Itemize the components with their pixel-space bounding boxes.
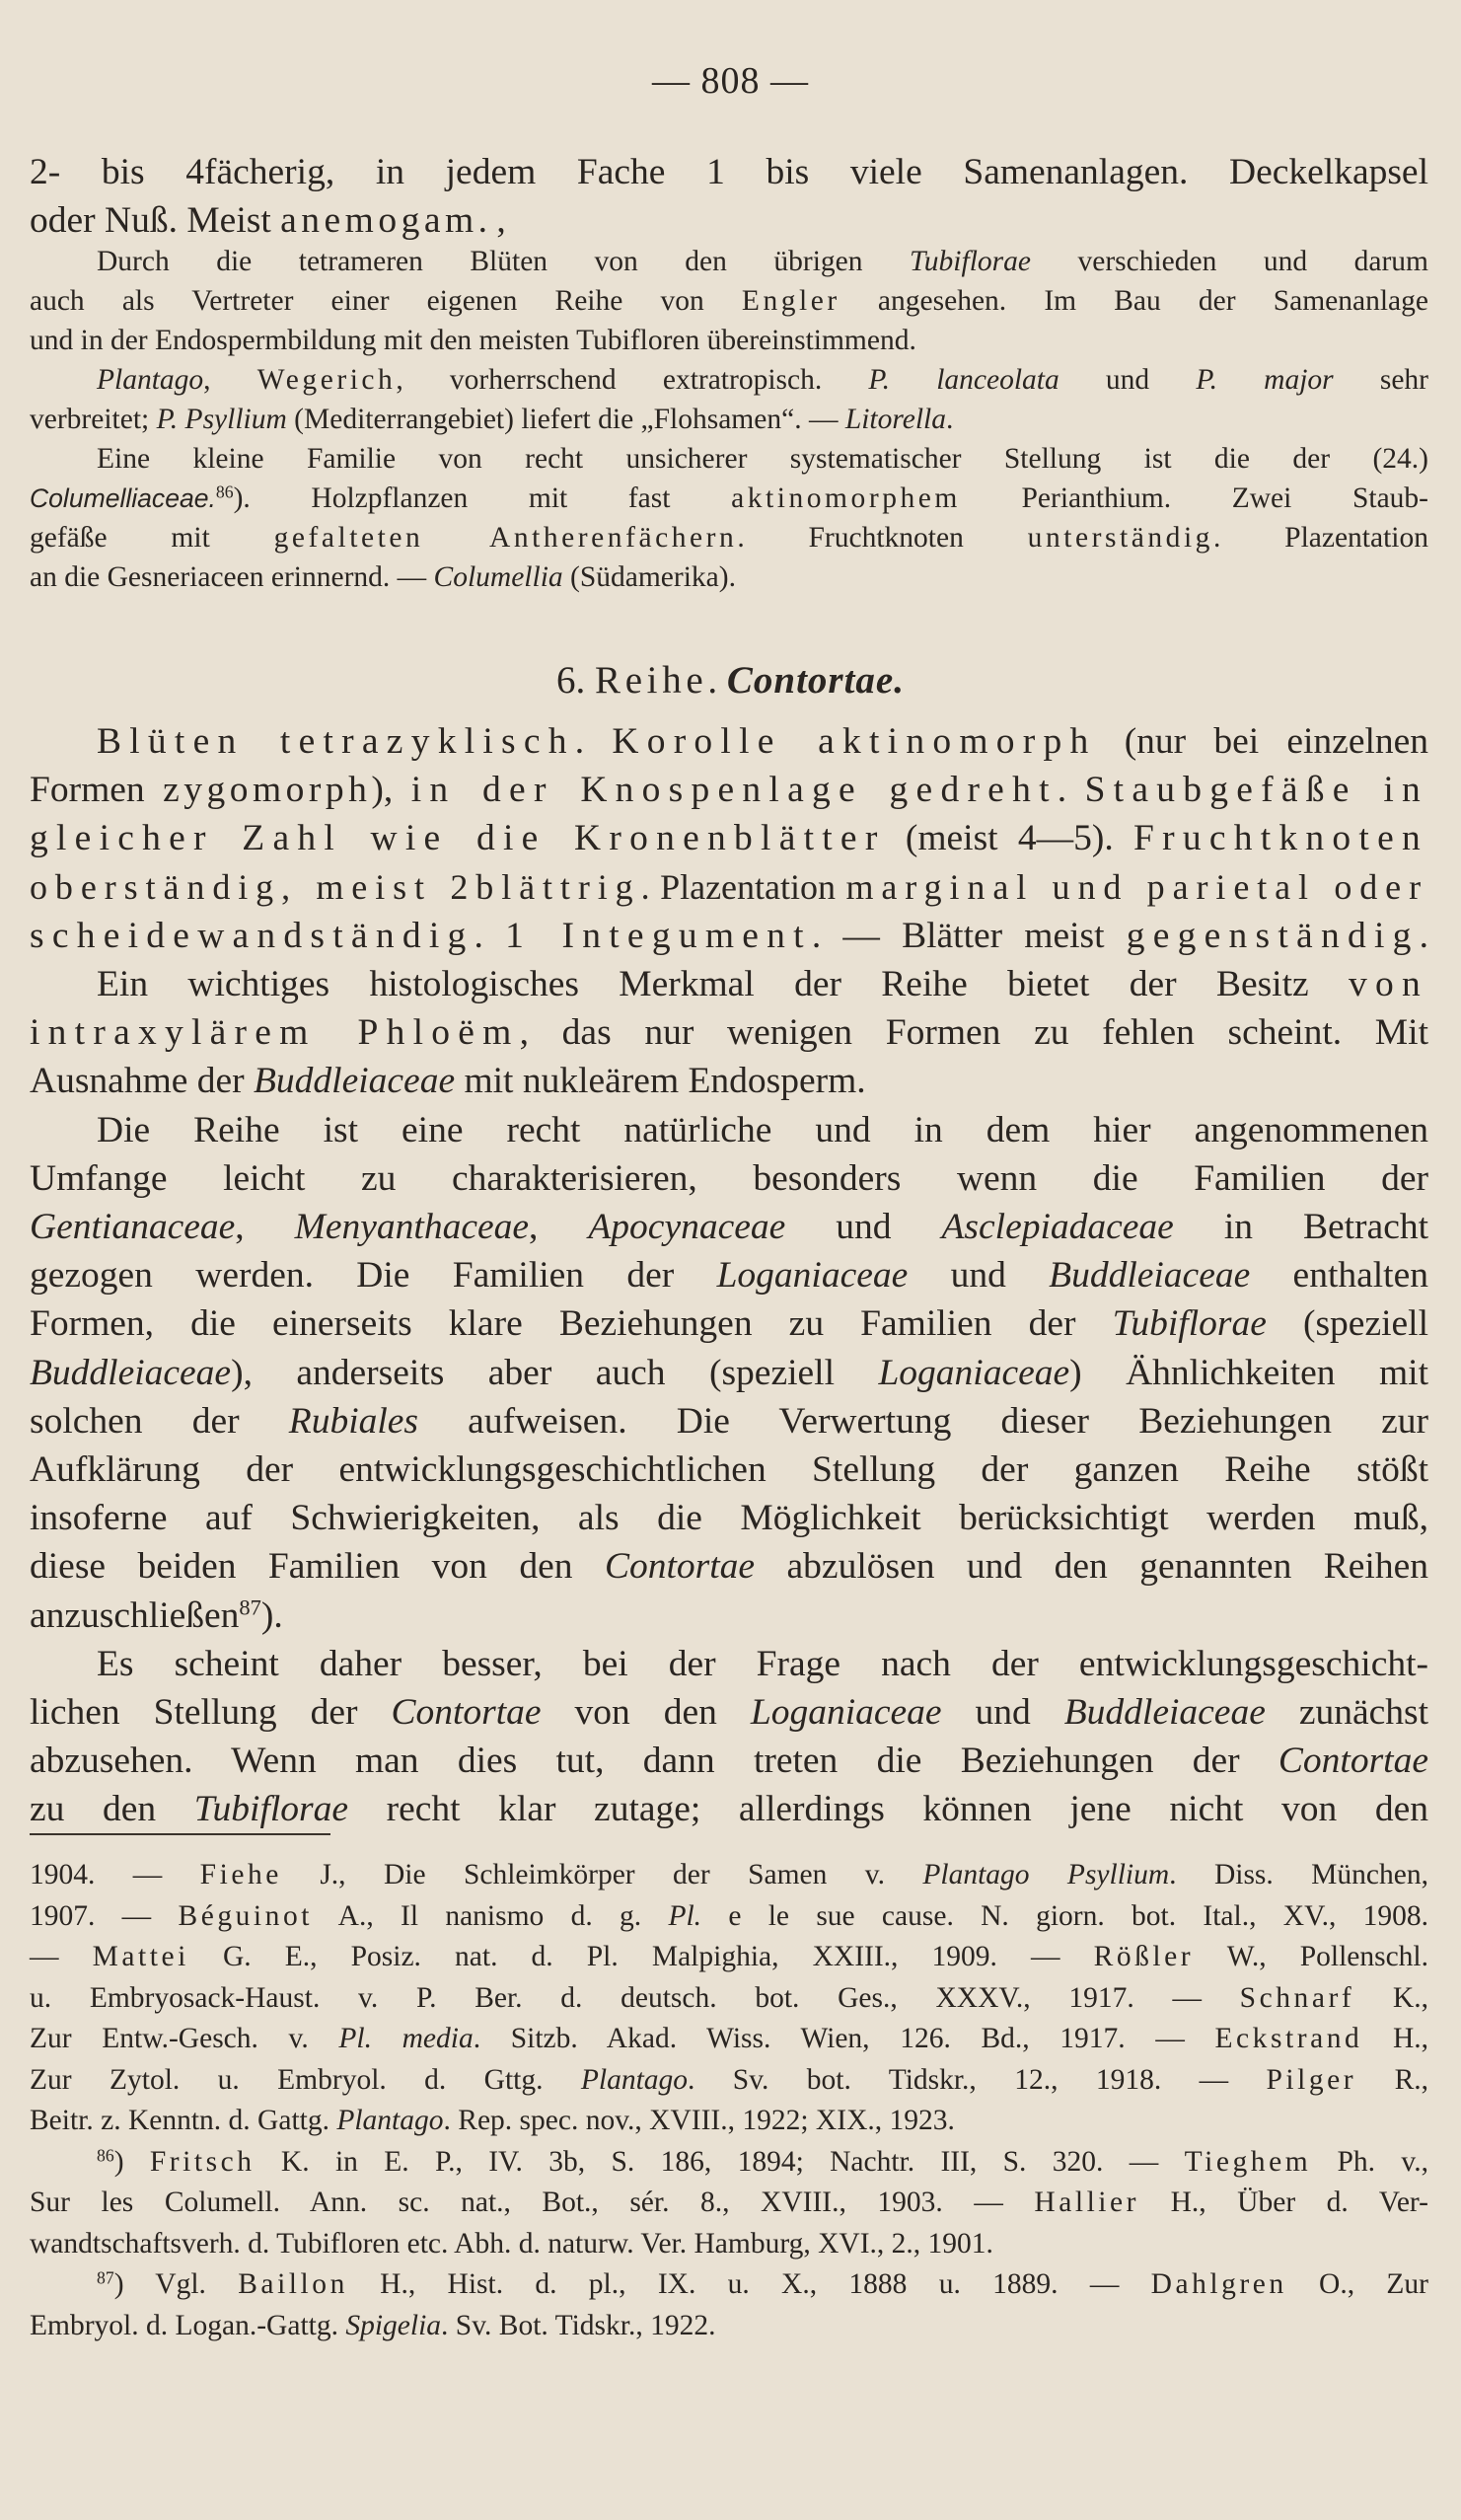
text-line: anzuschließen$^{87}$). (30, 1594, 283, 1636)
footnote-line: u. Embryosack-Haust. v. P. Ber. d. deutsch. bot. Ges., XXXV., 1917. — Schnarf K., (30, 1981, 1428, 2014)
text-line: Formen, die einerseits klare Beziehungen zu Familien der Tubiflorae (speziell (30, 1303, 1428, 1345)
footnote-line: $^{86}$) Fritsch K. in E. P., IV. 3b, S. 186, 1894; Nachtr. III, S. 320. — Tieghem Ph. v., (97, 2144, 1428, 2178)
text-line: diese beiden Familien von den Contortae abzulösen und den genannten Reihen (30, 1546, 1428, 1588)
text-line: solchen der Rubiales aufweisen. Die Verwertung dieser Beziehungen zur (30, 1400, 1428, 1442)
footnote-line: $^{87}$) Vgl. Baillon H., Hist. d. pl., IX. u. X., 1888 u. 1889. — Dahlgren O., Zur (97, 2267, 1428, 2300)
text-line: Eine kleine Familie von recht unsicherer systematischer Stellung ist die der (24.) (97, 443, 1428, 475)
text-line: Die Reihe ist eine recht natürliche und in dem hier angenommenen (97, 1109, 1428, 1150)
text-line: Durch die tetrameren Blüten von den übrigen Tubiflorae verschieden und darum (97, 246, 1428, 277)
text-line: Es scheint daher besser, bei der Frage nach der entwicklungsgeschicht- (97, 1643, 1428, 1684)
text-line: Aufklärung der entwicklungsgeschichtlichen Stellung der ganzen Reihe stößt (30, 1449, 1428, 1491)
text-line: gezogen werden. Die Familien der Loganiaceae und Buddleiaceae enthalten (30, 1255, 1428, 1297)
text-line: insoferne auf Schwierigkeiten, als die Möglichkeit berücksichtigt werden muß, (30, 1498, 1428, 1539)
text-line: abzusehen. Wenn man dies tut, dann treten die Beziehungen der Contortae (30, 1741, 1428, 1782)
footnote-line: Zur Zytol. u. Embryol. d. Gttg. Plantago. Sv. bot. Tidskr., 12., 1918. — Pilger R., (30, 2063, 1428, 2096)
text-line: oder Nuß. Meist anemogam. , (30, 200, 506, 242)
footnote-line: Beitr. z. Kenntn. d. Gattg. Plantago. Rep. spec. nov., XVIII., 1922; XIX., 1923. (30, 2105, 955, 2136)
text-line: oberständig, meist 2blättrig. Plazentation marginal und parietal oder (30, 866, 1428, 907)
footnote-line: Embryol. d. Logan.-Gattg. Spigelia. Sv. Bot. Tidskr., 1922. (30, 2309, 716, 2341)
text-line: intraxylärem Phloëm, das nur wenigen Formen zu fehlen scheint. Mit (30, 1012, 1428, 1054)
text-line: Blüten tetrazyklisch. Korolle aktinomorph (nur bei einzelnen (97, 721, 1429, 762)
text-line: verbreitet; P. Psyllium (Mediterrangebiet) liefert die „Flohsamen“. — Litorella. (30, 404, 954, 435)
text-line: Columelliaceae.$^{86}$). Holzpflanzen mit fast aktinomorphem Perianthium. Zwei Staub- (30, 482, 1428, 514)
text-line: auch als Vertreter einer eigenen Reihe von Engler angesehen. Im Bau der Samenanlage (30, 285, 1428, 317)
text-line: Gentianaceae, Menyanthaceae, Apocynaceae und Asclepiadaceae in Betracht (30, 1207, 1429, 1248)
text-line: 2- bis 4fächerig, in jedem Fache 1 bis viele Samenanlagen. Deckelkapsel (30, 152, 1428, 192)
section-heading: 6. Reihe. Contortae. (556, 659, 905, 702)
text-line: zu den Tubiflorae recht klar zutage; allerdings können jene nicht von den (30, 1789, 1428, 1830)
footnotes (30, 1855, 1428, 2346)
footnote-line: 1904. — Fiehe J., Die Schleimkörper der Samen v. Plantago Psyllium. Diss. München, (30, 1859, 1428, 1890)
text-line: scheidewandständig. 1 Integument. — Blätter meist gegenständig. (30, 915, 1428, 956)
text-line: Plantago, Wegerich, vorherrschend extratropisch. P. lanceolata und P. major sehr (97, 364, 1428, 396)
text-line: gefäße mit gefalteten Antherenfächern. Fruchtknoten unterständig. Plazentation (30, 522, 1428, 554)
footnote-separator (30, 1833, 330, 1835)
footnote-line: 1907. — Béguinot A., Il nanismo d. g. Pl. e le sue cause. N. giorn. bot. Ital., XV., 1908. (30, 1899, 1429, 1932)
footnote-line: wandtschaftsverh. d. Tubifloren etc. Abh. d. naturw. Ver. Hamburg, XVI., 2., 1901. (30, 2227, 993, 2260)
text-line: Buddleiaceae), anderseits aber auch (speziell Loganiaceae) Ähnlichkeiten mit (30, 1352, 1428, 1393)
footnote-line: — Mattei G. E., Posiz. nat. d. Pl. Malpighia, XXIII., 1909. — Rößler W., Pollenschl. (30, 1941, 1429, 1972)
text-line: Ein wichtiges histologisches Merkmal der Reihe bietet der Besitz von (97, 964, 1428, 1005)
footnote-line: Sur les Columell. Ann. sc. nat., Bot., sér. 8., XVIII., 1903. — Hallier H., Über d. Ver- (30, 2186, 1428, 2218)
small-print-block (30, 242, 1428, 597)
text-line: und in der Endospermbildung mit den meisten Tubifloren übereinstimmend. (30, 325, 916, 356)
footnote-line: Zur Entw.-Gesch. v. Pl. media. Sitzb. Akad. Wiss. Wien, 126. Bd., 1917. — Eckstrand H., (30, 2023, 1428, 2054)
page-number: — 808 — (652, 60, 809, 102)
text-line: Umfange leicht zu charakterisieren, besonders wenn die Familien der (30, 1157, 1428, 1199)
text-line: an die Gesneriaceen erinnernd. — Columellia (Südamerika). (30, 561, 736, 593)
intro-paragraph (30, 148, 1428, 245)
text-line: Formen zygomorph), in der Knospenlage gedreht. Staubgefäße in (30, 770, 1428, 811)
text-line: Ausnahme der Buddleiaceae mit nukleärem Endosperm. (30, 1061, 866, 1102)
main-text (30, 717, 1428, 1834)
text-line: gleicher Zahl wie die Kronenblätter (meist 4—5). Fruchtknoten (30, 818, 1428, 859)
text-line: lichen Stellung der Contortae von den Loganiaceae und Buddleiaceae zunächst (30, 1692, 1429, 1734)
